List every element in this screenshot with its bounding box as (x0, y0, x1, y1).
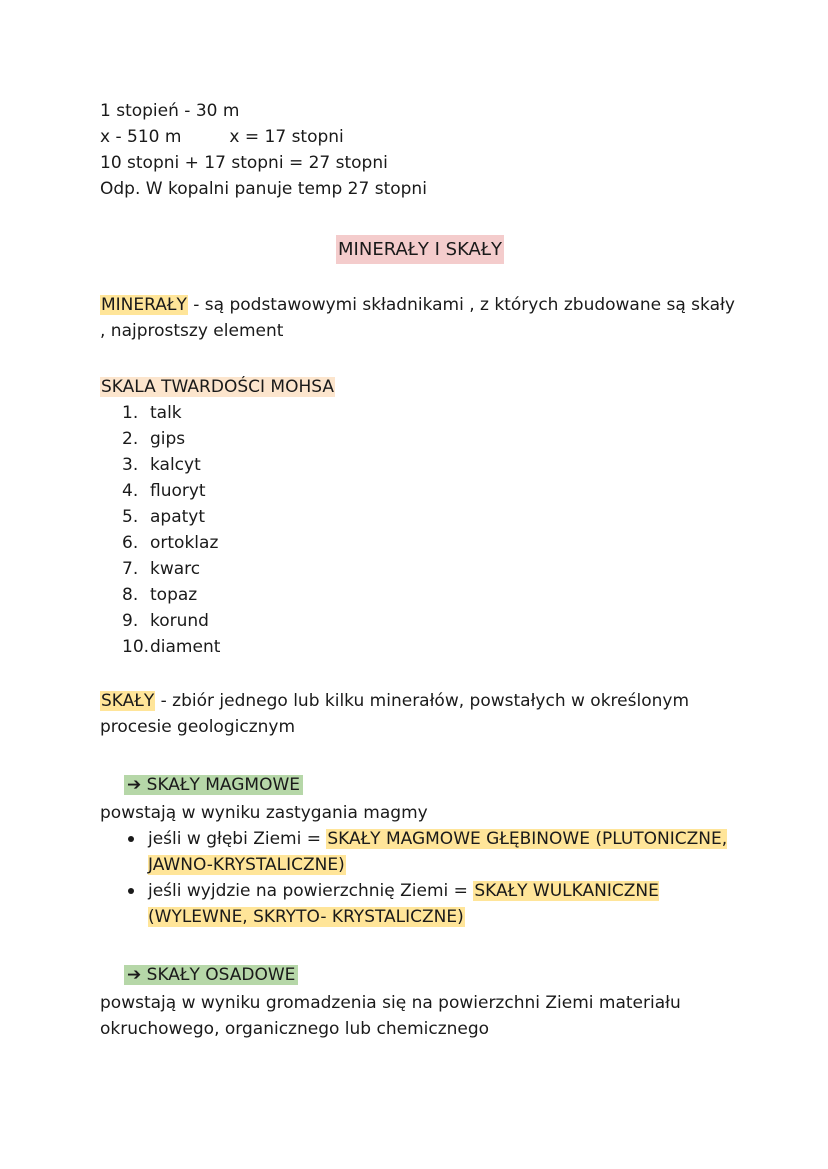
list-item-label: kalcyt (150, 455, 201, 475)
list-item-label: fluoryt (150, 481, 206, 501)
mohs-list (100, 400, 740, 660)
sedimentary-description: powstają w wyniku gromadzenia się na powierzchni Ziemi materiału okruchowego, organicznego lub chemicznego (100, 993, 681, 1039)
bullet-highlight: SKAŁY WULKANICZNE (WYLEWNE, SKRYTO- KRYSTALICZNE) (148, 881, 659, 927)
list-item (100, 556, 740, 582)
igneous-bullets (100, 826, 740, 930)
list-item-label: kwarc (150, 559, 201, 579)
calc-line-2 (100, 124, 740, 150)
list-item-number: 1. (122, 403, 139, 423)
igneous-heading (100, 770, 740, 800)
list-item (100, 478, 740, 504)
list-item (100, 826, 740, 878)
igneous-description: powstają w wyniku zastygania magmy (100, 803, 428, 823)
page-title-text: MINERAŁY I SKAŁY (336, 235, 504, 264)
rocks-term: SKAŁY (101, 691, 155, 711)
sedimentary-heading (100, 960, 740, 990)
list-item (100, 878, 740, 930)
minerals-definition (100, 292, 740, 344)
list-item-label: talk (150, 403, 182, 423)
rocks-definition-text: - zbiór jednego lub kilku minerałów, powstałych w określonym procesie geologicznym (100, 691, 690, 737)
list-item (100, 608, 740, 634)
minerals-term: MINERAŁY (101, 295, 187, 315)
mohs-heading-text: SKALA TWARDOŚCI MOHSA (101, 377, 334, 397)
list-item-label: korund (150, 611, 209, 631)
calc-answer: Odp. W kopalni panuje temp 27 stopni (100, 179, 427, 199)
list-item (100, 634, 740, 660)
list-item (100, 530, 740, 556)
minerals-definition-text: - są podstawowymi składnikami , z których zbudowane są skały , najprostszy element (100, 295, 735, 341)
list-item-number: 4. (122, 481, 139, 501)
bullet-text: jeśli w głębi Ziemi = (148, 829, 327, 849)
list-item-label: ortoklaz (150, 533, 219, 553)
list-item (100, 452, 740, 478)
document-page (100, 98, 740, 1042)
list-item (100, 582, 740, 608)
list-item-number: 10. (122, 637, 150, 657)
calc-line-2-proportion: x - 510 m (100, 127, 182, 147)
bullet-text: jeśli wyjdzie na powierzchnię Ziemi = (148, 881, 474, 901)
list-item-number: 7. (122, 559, 139, 579)
list-item-number: 3. (122, 455, 139, 475)
list-item-number: 5. (122, 507, 139, 527)
calc-line-1: 1 stopień - 30 m (100, 101, 240, 121)
list-item-number: 2. (122, 429, 139, 449)
list-item-label: diament (150, 637, 221, 657)
bullet-icon (128, 888, 134, 894)
calc-line-2-result: x = 17 stopni (229, 127, 344, 147)
sedimentary-heading-text: ➔ SKAŁY OSADOWE (124, 965, 298, 985)
list-item-label: apatyt (150, 507, 206, 527)
list-item (100, 504, 740, 530)
bullet-highlight: SKAŁY MAGMOWE GŁĘBINOWE (PLUTONICZNE, JAWNO-KRYSTALICZNE) (148, 829, 728, 875)
list-item-number: 9. (122, 611, 139, 631)
list-item (100, 426, 740, 452)
list-item-number: 8. (122, 585, 139, 605)
rocks-definition (100, 688, 740, 740)
igneous-heading-text: ➔ SKAŁY MAGMOWE (124, 775, 303, 795)
mohs-scale (100, 374, 740, 660)
list-item-number: 6. (122, 533, 139, 553)
bullet-icon (128, 836, 134, 842)
list-item-label: topaz (150, 585, 198, 605)
page-title (100, 230, 740, 270)
mohs-heading (100, 374, 740, 400)
list-item (100, 400, 740, 426)
calc-line-3: 10 stopni + 17 stopni = 27 stopni (100, 153, 388, 173)
calculation-block (100, 98, 740, 202)
list-item-label: gips (150, 429, 186, 449)
